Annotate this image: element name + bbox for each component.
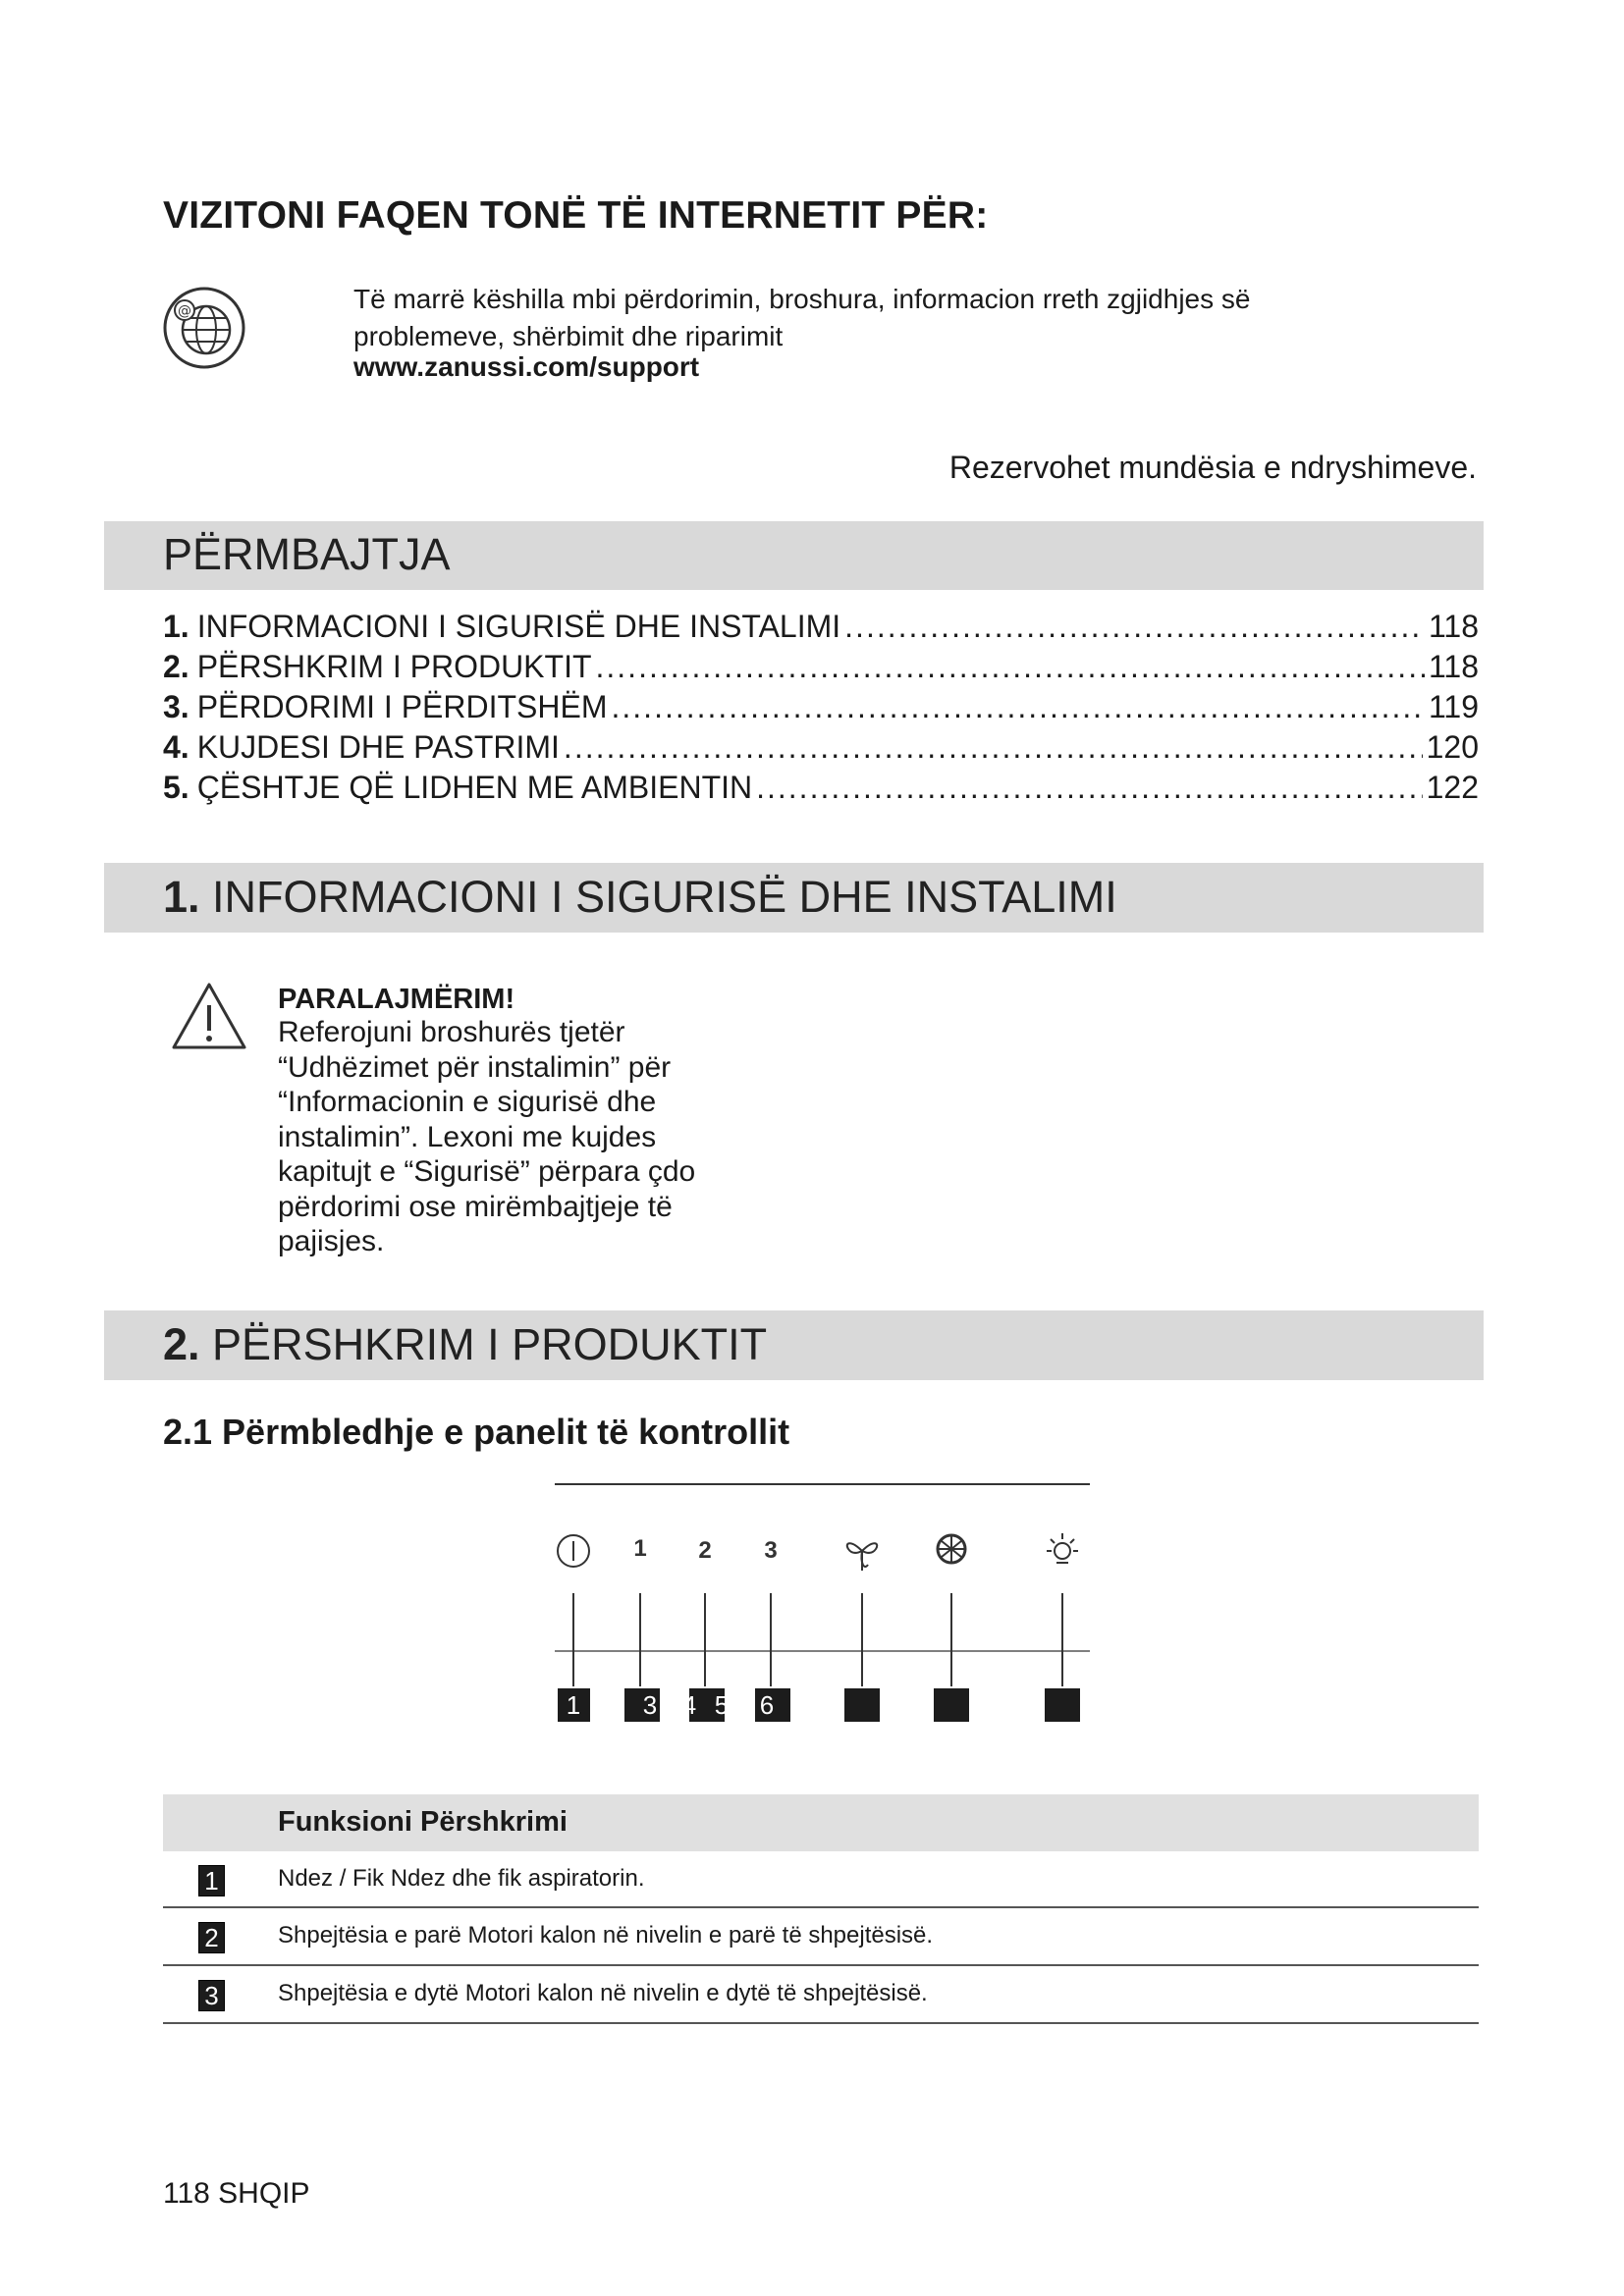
warning-triangle-icon: [171, 982, 247, 1050]
globe-web-icon: [161, 285, 247, 371]
callout-number: 1: [566, 1690, 581, 1720]
row-badge: 2: [198, 1922, 225, 1953]
control-panel-subtitle: 2.1 Përmbledhje e panelit të kontrollit: [163, 1412, 790, 1452]
toc-leader-dots: [564, 729, 1423, 766]
row-description: Ndez / Fik Ndez dhe fik aspiratorin.: [278, 1865, 645, 1892]
light-icon: [1047, 1533, 1078, 1563]
row-badge: 3: [198, 1980, 225, 2011]
callout-badge: [1045, 1688, 1080, 1722]
toc-item-label: INFORMACIONI I SIGURISË DHE INSTALIMI: [196, 609, 841, 644]
toc-item-label: KUJDESI DHE PASTRIMI: [196, 729, 560, 765]
support-text: Të marrë këshilla mbi përdorimin, broshura, informacion rreth zgjidhjes së problemeve, shërbimit dhe riparimit: [353, 284, 1251, 351]
section2-title: [163, 1319, 767, 1370]
toc-leader-dots: [844, 609, 1425, 645]
table-of-contents: [163, 609, 1479, 810]
toc-item[interactable]: [163, 770, 1479, 810]
callout-badge: [844, 1688, 880, 1722]
svg-text:@: @: [178, 303, 191, 319]
toc-item-label: ÇËSHTJE QË LIDHEN ME AMBIENTIN: [196, 770, 753, 805]
toc-item-page: 118: [1428, 609, 1479, 644]
table-row: [163, 1908, 1479, 1966]
section2-header-band: [104, 1310, 1484, 1380]
grease-filter-icon: [938, 1535, 965, 1563]
toc-item-number: 2.: [163, 649, 189, 684]
section2-title-text: PËRSHKRIM I PRODUKTIT: [212, 1319, 768, 1369]
callout-badge: [934, 1688, 969, 1722]
section1-title-text: INFORMACIONI I SIGURISË DHE INSTALIMI: [212, 872, 1117, 922]
warning-text: Referojuni broshurës tjetër “Udhëzimet për instalimin” për “Informacionin e sigurisë dhe instalimin”. Lexoni me kujdes kapitujt e “Sigurisë” përpara çdo përdorimi ose mirëmbajtjeje të pajisjes.: [278, 1016, 696, 1257]
toc-header-band: [104, 521, 1484, 590]
toc-item[interactable]: [163, 609, 1479, 649]
toc-item[interactable]: [163, 729, 1479, 770]
toc-title: PËRMBAJTJA: [163, 529, 451, 579]
table-row: [163, 1851, 1479, 1908]
toc-item[interactable]: [163, 689, 1479, 729]
fan-icon: [847, 1543, 877, 1571]
toc-leader-dots: [612, 689, 1425, 725]
speed-3-label: 3: [764, 1537, 778, 1564]
callout-number: 5: [714, 1690, 730, 1720]
section2-number: 2.: [163, 1319, 200, 1369]
function-table-header-label: Funksioni Përshkrimi: [278, 1806, 568, 1838]
page-footer: 118 SHQIP: [163, 2177, 310, 2210]
toc-item-number: 4.: [163, 729, 189, 765]
toc-item-page: 120: [1426, 729, 1479, 765]
power-icon: [558, 1535, 589, 1567]
callout-number: 4: [681, 1690, 697, 1720]
row-description: Shpejtësia e parë Motori kalon në nivelin e parë të shpejtësisë.: [278, 1922, 934, 1949]
toc-item-label: PËRDORIMI I PËRDITSHËM: [196, 689, 608, 724]
toc-leader-dots: [756, 770, 1423, 806]
toc-item-page: 119: [1428, 689, 1479, 724]
toc-item-label: PËRSHKRIM I PRODUKTIT: [196, 649, 592, 684]
function-table: [163, 1794, 1479, 2024]
row-badge: 1: [198, 1865, 225, 1896]
toc-item-number: 1.: [163, 609, 189, 644]
toc-item-number: 3.: [163, 689, 189, 724]
toc-leader-dots: [596, 649, 1425, 685]
section1-number: 1.: [163, 872, 200, 922]
speed-1-label: 1: [633, 1535, 647, 1562]
table-row: [163, 1966, 1479, 2024]
toc-item-number: 5.: [163, 770, 189, 805]
function-table-header: [163, 1794, 1479, 1851]
control-panel-diagram: [550, 1480, 1092, 1726]
warning-title: PARALAJMËRIM!: [278, 984, 515, 1015]
toc-item-page: 122: [1426, 770, 1479, 805]
callout-number: 3: [642, 1690, 658, 1720]
row-description: Shpejtësia e dytë Motori kalon në nivelin e dytë të shpejtësisë.: [278, 1980, 928, 2006]
visit-title: VIZITONI FAQEN TONË TË INTERNETIT PËR:: [163, 194, 989, 237]
section1-title: [163, 872, 1117, 923]
section1-header-band: [104, 863, 1484, 933]
support-url-link[interactable]: www.zanussi.com/support: [353, 351, 700, 382]
callout-number: 6: [759, 1690, 775, 1720]
speed-2-label: 2: [698, 1537, 712, 1564]
toc-item-page: 118: [1428, 649, 1479, 684]
reserved-note: Rezervohet mundësia e ndryshimeve.: [948, 450, 1477, 485]
toc-item[interactable]: [163, 649, 1479, 689]
